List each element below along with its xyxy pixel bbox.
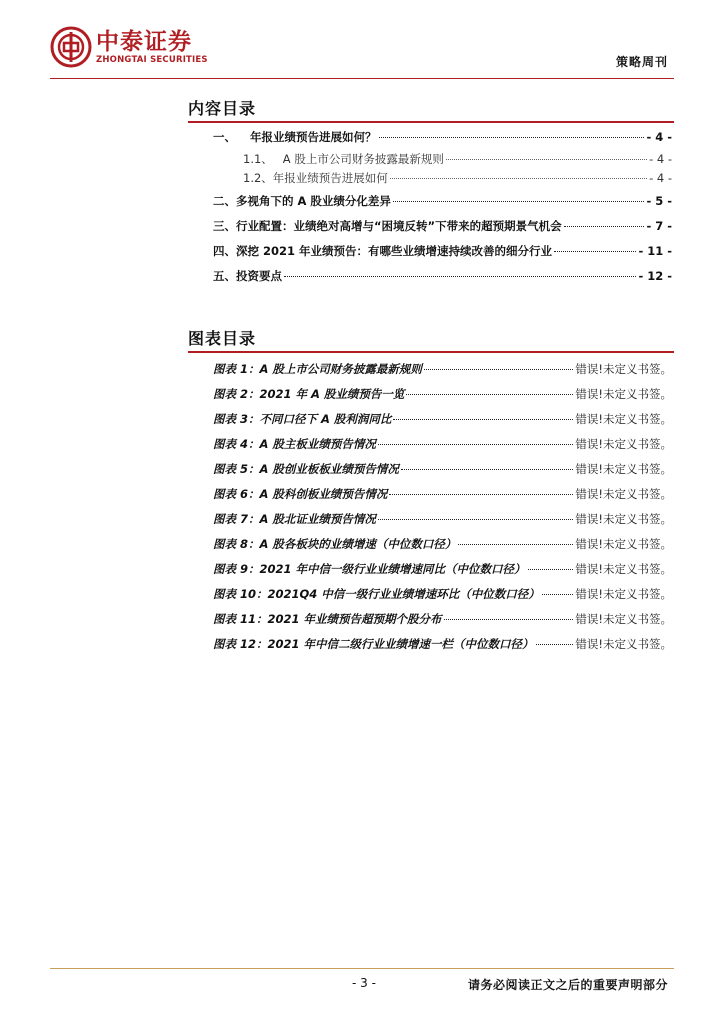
figure-item-label: 图表 7：A 股北证业绩预告情况 [213,512,376,526]
toc-item-page: - 11 - [638,244,672,258]
dot-leader [542,594,574,595]
page-number: - 3 - [352,976,376,990]
figure-item-label: 图表 6：A 股科创板业绩预告情况 [213,487,388,501]
figure-item-label: 图表 10：2021Q4 中信一级行业业绩增速环比（中位数口径） [213,587,540,601]
figure-item[interactable] [213,411,672,427]
dot-leader [528,569,574,570]
toc-item-page: - 4 - [646,130,672,144]
footer-disclaimer: 请务必阅读正文之后的重要声明部分 [467,978,668,992]
figure-item[interactable] [213,511,672,527]
toc-title-rule [188,121,674,123]
figure-item-ref: 错误!未定义书签。 [575,487,672,501]
figure-item-label: 图表 3：不同口径下 A 股利润同比 [213,412,392,426]
dot-leader [458,544,573,545]
figure-item-ref: 错误!未定义书签。 [575,537,672,551]
footer-divider [50,968,674,969]
toc-item-title: 深挖 2021 年业绩预告：有哪些业绩增速持续改善的细分行业 [236,244,553,258]
figure-item-ref: 错误!未定义书签。 [575,437,672,451]
figure-item-label: 图表 9：2021 年中信一级行业业绩增速同比（中位数口径） [213,562,526,576]
dot-leader [393,419,573,420]
figure-item-ref: 错误!未定义书签。 [575,612,672,626]
dot-leader [389,494,573,495]
dot-leader [378,519,573,520]
figure-item-label: 图表 4：A 股主板业绩预告情况 [213,437,376,451]
toc-item[interactable] [243,170,672,186]
figure-item[interactable] [213,561,672,577]
toc-item[interactable] [213,243,672,259]
figure-item[interactable] [213,436,672,452]
figure-item-label: 图表 8：A 股各板块的业绩增速（中位数口径） [213,537,457,551]
figure-item[interactable] [213,361,672,377]
toc-item-page: - 12 - [638,269,672,283]
dot-leader [401,469,573,470]
zhongtai-logo-icon [50,26,92,68]
brand-name-cn: 中泰证券 [96,29,192,55]
figure-item-ref: 错误!未定义书签。 [575,412,672,426]
figure-item-ref: 错误!未定义书签。 [575,462,672,476]
toc-item[interactable] [243,151,672,167]
header-divider [50,78,674,79]
toc-item[interactable] [213,129,672,145]
toc-item[interactable] [213,218,672,234]
toc-item-title: 年报业绩预告进展如何？ [250,130,377,144]
toc-item-title: 多视角下的 A 股业绩分化差异 [236,194,391,208]
dot-leader [536,644,574,645]
figure-item-label: 图表 12：2021 年中信二级行业业绩增速一栏（中位数口径） [213,637,534,651]
figure-item[interactable] [213,486,672,502]
toc-item-page: - 4 - [649,152,672,166]
toc-item-title: 年报业绩预告进展如何 [272,171,388,185]
brand-name-en: ZHONGTAI SECURITIES [96,55,208,65]
figure-item-ref: 错误!未定义书签。 [575,562,672,576]
dot-leader [564,226,645,227]
toc-item-page: - 4 - [649,171,672,185]
figure-item[interactable] [213,586,672,602]
figure-item-label: 图表 2：2021 年 A 股业绩预告一览 [213,387,405,401]
report-type: 策略周刊 [615,55,668,69]
toc-item-page: - 7 - [646,219,672,233]
figure-item[interactable] [213,386,672,402]
dot-leader [390,178,647,179]
toc-title: 内容目录 [188,99,257,118]
figure-item[interactable] [213,611,672,627]
toc-item-title: A 股上市公司财务披露最新规则 [282,152,444,166]
toc-item-number: 1.2、 [243,171,273,185]
dot-leader [444,619,574,620]
toc-item[interactable] [213,193,672,209]
figure-item-ref: 错误!未定义书签。 [575,587,672,601]
figure-item-ref: 错误!未定义书签。 [575,362,672,376]
toc-item[interactable] [213,268,672,284]
toc-item-title: 投资要点 [236,269,282,283]
dot-leader [554,251,636,252]
toc-item-number: 一、 [213,130,236,144]
dot-leader [379,137,645,138]
figures-title-rule [188,351,674,353]
figure-item-ref: 错误!未定义书签。 [575,387,672,401]
toc-item-number: 五、 [213,269,236,283]
dot-leader [446,159,647,160]
toc-item-number: 二、 [213,194,236,208]
toc-item-number: 四、 [213,244,236,258]
toc-item-number: 1.1、 [243,152,273,166]
figure-item[interactable] [213,536,672,552]
dot-leader [378,444,573,445]
dot-leader [284,276,636,277]
figure-item-label: 图表 5：A 股创业板板业绩预告情况 [213,462,399,476]
dot-leader [424,369,573,370]
dot-leader [406,394,573,395]
company-logo [50,26,208,68]
figure-item[interactable] [213,461,672,477]
toc-item-number: 三、 [213,219,236,233]
dot-leader [393,201,645,202]
figure-item[interactable] [213,636,672,652]
toc-item-title: 行业配置：业绩绝对高增与“困境反转”下带来的超预期景气机会 [236,219,562,233]
figure-item-ref: 错误!未定义书签。 [575,512,672,526]
figure-item-label: 图表 11：2021 年业绩预告超预期个股分布 [213,612,442,626]
figure-item-label: 图表 1：A 股上市公司财务披露最新规则 [213,362,422,376]
figures-title: 图表目录 [188,329,257,348]
figure-item-ref: 错误!未定义书签。 [575,637,672,651]
toc-item-page: - 5 - [646,194,672,208]
